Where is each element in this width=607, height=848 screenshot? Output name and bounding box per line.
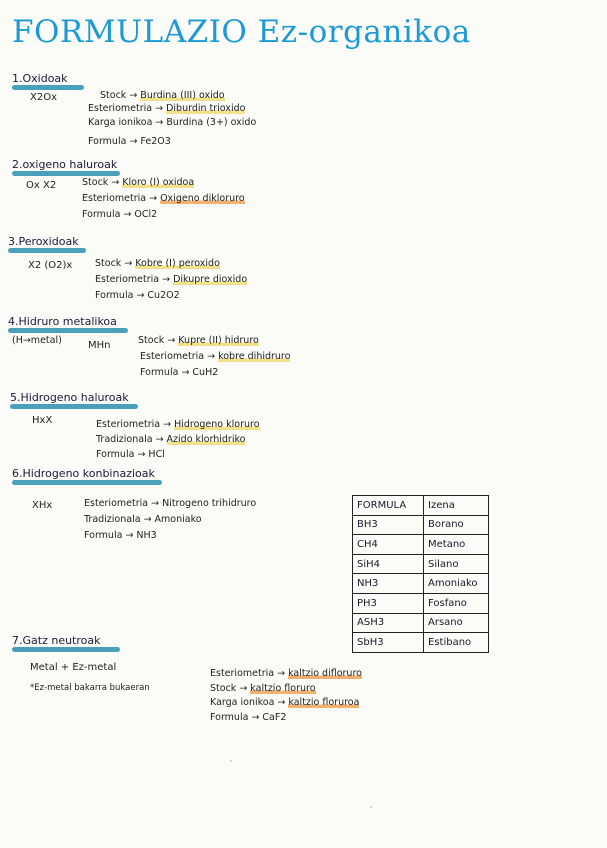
line-esteriometria: Esteriometria → Diburdin trioxido [88,103,246,114]
table-header: FORMULA [353,496,424,516]
section-heading-hidrogeno-haluroak: 5.Hidrogeno haluroak [10,391,129,404]
table-row [353,574,489,594]
heading-underline [8,248,86,253]
line-formula: Formula → Cu2O2 [95,290,180,301]
paper-speck [230,760,232,762]
table-row [353,593,489,613]
heading-underline [12,171,120,176]
line-esteriometria: Esteriometria → Nitrogeno trihidruro [84,498,257,509]
line-stock: Stock → Kupre (II) hidruro [138,335,259,346]
table-cell: SbH3 [353,633,424,653]
general-formula: XHx [32,500,53,511]
line-tradizionala: Tradizionala → Amoniako [84,514,202,525]
line-esteriometria: Esteriometria → Dikupre dioxido [95,274,248,285]
section-heading-hidrogeno-konbinazioak: 6.Hidrogeno konbinazioak [12,467,155,480]
line-esteriometria: Esteriometria → Oxigeno dikloruro [82,193,245,204]
line-stock: Stock → kaltzio floruro [210,683,316,694]
table-row [353,535,489,555]
general-formula: Ox X2 [26,180,57,191]
table-cell: Borano [424,515,489,535]
table-row [353,554,489,574]
general-formula: X2 (O2)x [28,260,73,271]
section-heading-gatz-neutroak: 7.Gatz neutroak [12,634,101,647]
table-row [353,633,489,653]
section-heading-oxigeno-haluroak: 2.oxigeno haluroak [12,158,118,171]
table-cell: Arsano [424,613,489,633]
table-cell: NH3 [353,574,424,594]
general-formula: Metal + Ez-metal [30,662,117,673]
table-cell: Silano [424,554,489,574]
section-heading-hidruro-metalikoa: 4.Hidruro metalikoa [8,315,117,328]
page-title: FORMULAZIO Ez-organikoa [12,14,471,50]
general-formula: MHn [88,340,111,351]
table-cell: Estibano [424,633,489,653]
table-header-row [353,496,489,516]
table-cell: ASH3 [353,613,424,633]
line-formula: Formula → HCl [96,449,165,460]
table-cell: PH3 [353,593,424,613]
paper-speck [370,806,372,808]
line-esteriometria: Esteriometria → kaltzio difloruro [210,668,362,679]
table-row [353,515,489,535]
heading-underline [12,85,84,90]
general-note: *Ez-metal bakarra bukaeran [30,683,150,693]
line-stock: Stock → Burdina (III) oxido [100,90,225,101]
table-cell: Fosfano [424,593,489,613]
line-formula: Formula → CaF2 [210,712,287,723]
line-karga: Karga ionikoa → Burdina (3+) oxido [88,117,257,128]
line-formula: Formula → NH3 [84,530,157,541]
line-esteriometria: Esteriometria → Hidrogeno kloruro [96,419,260,430]
line-esteriometria: Esteriometria → kobre dihidruro [140,351,291,362]
table-cell: Metano [424,535,489,555]
heading-underline [8,328,128,333]
heading-underline [12,647,120,652]
section-heading-peroxidoak: 3.Peroxidoak [8,235,79,248]
line-formula: Formula → Fe2O3 [88,136,171,147]
section-heading-oxidoak: 1.Oxidoak [12,72,68,85]
heading-underline [12,480,162,485]
line-tradizionala: Tradizionala → Azido klorhidriko [96,434,246,445]
table-cell: Amoniako [424,574,489,594]
line-formula: Formula → CuH2 [140,367,219,378]
heading-underline [10,404,138,409]
table-cell: CH4 [353,535,424,555]
line-stock: Stock → Kloro (I) oxidoa [82,177,195,188]
general-formula: HxX [32,415,53,426]
hydride-names-table [352,495,489,653]
line-stock: Stock → Kobre (I) peroxido [95,258,220,269]
table-cell: BH3 [353,515,424,535]
line-karga: Karga ionikoa → kaltzio floruroa [210,697,360,708]
table-cell: SiH4 [353,554,424,574]
general-formula: X2Ox [30,92,58,103]
table-row [353,613,489,633]
general-note: (H→metal) [12,335,62,346]
table-header: Izena [424,496,489,516]
line-formula: Formula → OCl2 [82,209,158,220]
